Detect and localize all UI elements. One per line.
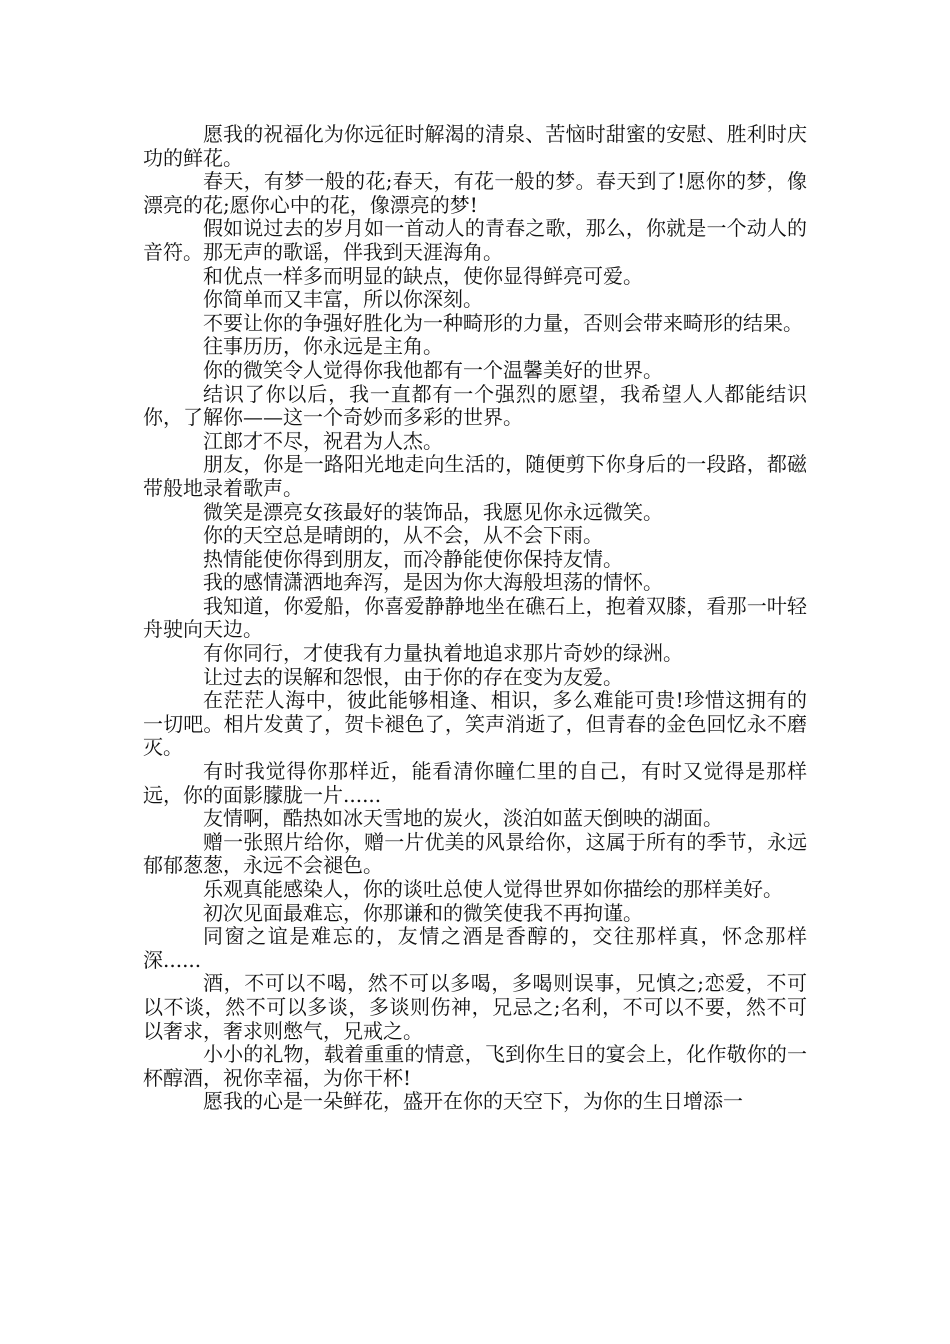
paragraph: 春天，有梦一般的花;春天，有花一般的梦。春天到了!愿你的梦，像漂亮的花;愿你心中的花，像漂亮的梦! [143,169,807,217]
paragraph: 在茫茫人海中，彼此能够相逢、相识，多么难能可贵!珍惜这拥有的一切吧。相片发黄了，贺卡褪色了，笑声消逝了，但青春的金色回忆永不磨灭。 [143,688,807,760]
paragraph: 乐观真能感染人，你的谈吐总使人觉得世界如你描绘的那样美好。 [203,877,783,901]
paragraph: 同窗之谊是难忘的，友情之酒是香醇的，交往那样真，怀念那样深...... [143,924,807,972]
paragraph: 结识了你以后，我一直都有一个强烈的愿望，我希望人人都能结识你，了解你——这一个奇妙而多彩的世界。 [143,381,807,430]
paragraph: 假如说过去的岁月如一首动人的青春之歌，那么，你就是一个动人的音符。那无声的歌谣，伴我到天涯海角。 [143,216,807,264]
paragraph: 让过去的误解和怨恨，由于你的存在变为友爱。 [203,664,623,689]
document-body [143,123,807,1114]
paragraph: 愿我的祝福化为你远征时解渴的清泉、苦恼时甜蜜的安慰、胜利时庆功的鲜花。 [143,122,807,170]
paragraph: 往事历历，你永远是主角。 [203,334,443,359]
paragraph: 有时我觉得你那样近，能看清你瞳仁里的自己，有时又觉得是那样远，你的面影朦胧一片...... [143,759,807,807]
paragraph: 江郎才不尽，祝君为人杰。 [203,428,443,453]
paragraph: 有你同行，才使我有力量执着地追求那片奇妙的绿洲。 [203,641,683,666]
paragraph: 你简单而又丰富，所以你深刻。 [203,287,483,312]
paragraph: 赠一张照片给你，赠一片优美的风景给你，这属于所有的季节，永远郁郁葱葱，永远不会褪色。 [143,829,807,878]
paragraph: 微笑是漂亮女孩最好的装饰品，我愿见你永远微笑。 [203,499,663,524]
paragraph: 初次见面最难忘，你那谦和的微笑使我不再拘谨。 [203,900,643,925]
paragraph: 你的微笑令人觉得你我他都有一个温馨美好的世界。 [203,357,663,382]
paragraph: 我的感情潇洒地奔泻，是因为你大海般坦荡的情怀。 [203,570,663,595]
paragraph: 和优点一样多而明显的缺点，使你显得鲜亮可爱。 [203,263,643,288]
paragraph: 我知道，你爱船，你喜爱静静地坐在礁石上，抱着双膝，看那一叶轻舟驶向天边。 [143,593,807,642]
paragraph: 不要让你的争强好胜化为一种畸形的力量，否则会带来畸形的结果。 [203,310,803,335]
paragraph: 朋友，你是一路阳光地走向生活的，随便剪下你身后的一段路，都磁带般地录着歌声。 [143,452,807,500]
paragraph: 热情能使你得到朋友，而冷静能使你保持友情。 [203,546,623,571]
paragraph: 你的天空总是晴朗的，从不会，从不会下雨。 [203,523,603,548]
paragraph: 酒，不可以不喝，然不可以多喝，多喝则误事，兄慎之;恋爱，不可以不谈，然不可以多谈，多谈则伤神，兄忌之;名利，不可以不要，然不可以奢求，奢求则憋气，兄戒之。 [143,971,807,1043]
paragraph: 愿我的心是一朵鲜花，盛开在你的天空下，为你的生日增添一 [203,1089,743,1114]
paragraph: 小小的礼物，载着重重的情意，飞到你生日的宴会上，化作敬你的一杯醇酒，祝你幸福，为你干杯! [143,1042,807,1090]
paragraph: 友情啊，酷热如冰天雪地的炭火，淡泊如蓝天倒映的湖面。 [203,806,723,831]
